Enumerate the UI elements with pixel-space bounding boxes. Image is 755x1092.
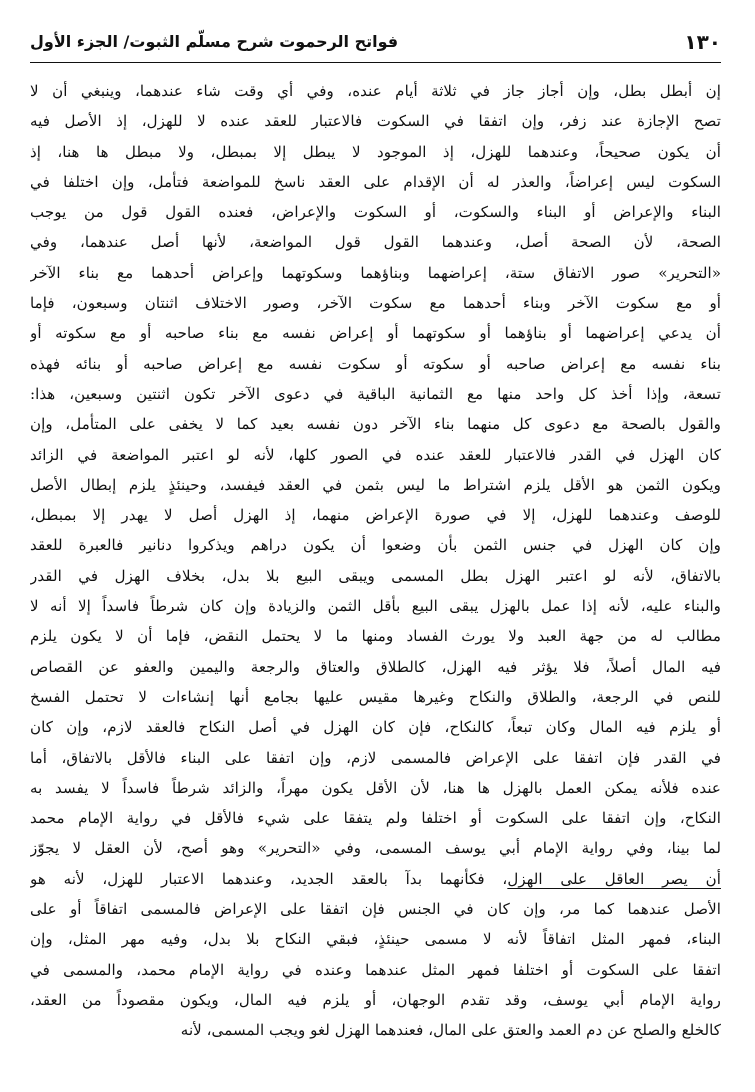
body-text xyxy=(30,76,721,1046)
text-line: البناء والإعراض أو البناء والسكوت، أو السكوت والإعراض، فعنده القول قول من يوجب xyxy=(30,203,721,222)
running-title: فواتح الرحموت شرح مسلّم الثبوت/ الجزء الأول xyxy=(30,32,399,51)
header-divider xyxy=(30,62,721,63)
text-line: مطالب له من جهة العبد ولا يورث الفساد ومنها ما لا يحتمل النقض، فإما أن لا يكون يلزم xyxy=(30,627,721,646)
text-line-with-underline xyxy=(30,864,721,894)
text-line: إن أبطل بطل، وإن أجاز جاز في ثلاثة أيام عنده، وفي أي وقت شاء عندهما، وينبغي أن لا xyxy=(30,82,721,100)
page-number: ١٣٠ xyxy=(684,30,721,54)
running-header xyxy=(30,26,721,62)
text-line: تصح الإجازة عند زفر، وإن اتفقا في السكوت فالاعتبار للعقد عنده لا للهزل، إذ الأصل فيه xyxy=(30,112,721,131)
text-line: أن يكون صحيحاً، وعندهما للهزل، إذ الموجود لا يبطل إلا بمبطل، ولا مبطل ها هنا، إذ xyxy=(30,142,721,161)
text-line: أن يدعي إعراضهما أو بناؤهما أو سكوتهما أو إعراض نفسه مع بناء صاحبه أو مع سكوته أو xyxy=(30,324,721,343)
text-line: للنص في الرجعة، والطلاق والنكاح وغيرها مقيس عليها بجامع أنها إنشاءات لا تحتمل الفسخ xyxy=(30,687,721,706)
text-line: لما بينا، وفي رواية الإمام أبي يوسف المسمى، وفي «التحرير» وهو أصح، لأن العقل لا يجوّز xyxy=(30,839,721,858)
line-remainder: ، فكأنهما بدآ بالعقد الجديد، وعندهما الاعتبار للهزل، لأنه هو xyxy=(30,869,508,888)
text-line: رواية الإمام أبي يوسف، وقد تقدم الوجهان، أو يلزم فيه المال، ويكون مقصوداً من العقد، xyxy=(30,990,721,1009)
text-line: تسعة، وإذا أخذ كل واحد منها مع الثمانية الباقية في دعوى الآخر تكون اثنتين وسبعين، هذا: xyxy=(30,384,721,403)
text-line: أو مع سكوت الآخر وبناء أحدهما مع سكوت الآخر، وصور الاختلاف اثنتان وسبعون، فإما xyxy=(30,294,721,313)
text-line: في القدر فإن اتفقا على الإعراض فالمسمى لازم، وإن اتفقا على البناء فالأقل بالاتفاق، أما xyxy=(30,748,721,767)
text-line: للوصف وعندهما للهزل، إلا في صورة الإعراض منهما، إذ الهزل أصل لا يهدر إلا بمبطل، xyxy=(30,506,721,525)
text-line: والقول بالصحة مع دعوى كل منهما بناء الآخر دون نفسه بعيد كما لا يخفى على المتأمل، وإن xyxy=(30,415,721,434)
text-line: بناء نفسه مع إعراض صاحبه أو سكوته أو سكوت نفسه مع إعراض صاحبه أو بنائه فهذه xyxy=(30,354,721,373)
text-line: بالاتفاق، لأنه لو اعتبر الهزل بطل المسمى ويبقى البيع بلا بدل، بخلاف الهزل في القدر xyxy=(30,566,721,585)
text-line: وإن كان الهزل في جنس الثمن بأن وضعوا أن يكون دراهم ويذكروا دنانير فالعبرة للعقد xyxy=(30,536,721,555)
text-line: السكوت ليس إعراضاً، والعذر له أن الإقدام على العقد ناسخ للمواضعة فتأمل، وإن اختلفا في xyxy=(30,172,721,191)
text-line: عنده فلأنه يمكن العمل بالهزل ها هنا، لأن الأقل يكون مهراً، والزائد شرطاً فاسداً لا يفسد به xyxy=(30,778,721,797)
text-line: اتفقا على السكوت أو اختلفا فمهر المثل عندهما وعنده في رواية الإمام محمد، والمسمى في xyxy=(30,960,721,979)
text-line: كالخلع والصلح عن دم العمد والعتق على المال، فعندهما الهزل لغو ويجب المسمى، لأنه xyxy=(180,1021,721,1040)
text-line: «التحرير» صور الاتفاق ستة، إعراضهما وبناؤهما وسكوتهما وإعراض أحدهما مع بناء الآخر xyxy=(30,263,721,282)
text-line: النكاح، وإن اتفقا على السكوت أو اختلفا ولم يتفقا على شيء فالأقل في رواية الإمام محمد xyxy=(30,809,721,828)
text-line: أو يلزم فيه المال وكان تبعاً، كالنكاح، فإن كان الهزل في أصل النكاح فالعقد لازم، وإن كان xyxy=(30,718,721,737)
text-line: البناء، فمهر المثل اتفاقاً لأنه لا مسمى حينئذٍ، فبقي النكاح بلا بدل، وفيه مهر المثل، وإن xyxy=(30,930,721,949)
text-line: الصحة، لأن الصحة أصل، وعندهما القول قول المواضعة، لأنها أصل عندهما، وفي xyxy=(30,233,721,252)
text-line: ويكون الثمن هو الأقل يلزم اشتراط ما ليس بثمن في العقد فيفسد، وحينئذٍ يلزم إبطال الأصل xyxy=(30,475,721,494)
text-line: والبناء عليه، لأنه إذا عمل بالهزل يبقى البيع بأقل الثمن والزيادة وإن كان شرطاً فاسداً إلا أنه لا xyxy=(30,597,721,616)
text-line: الأصل عندهما كما مر، وإن كان في الجنس فإن اتفقا على الإعراض فالمسمى اتفاقاً أو على xyxy=(30,900,721,919)
text-line: فيه المال أصلاً، فلا يؤثر فيه الهزل، كالطلاق والعتاق والرجعة واليمين والعفو عن القصاص xyxy=(30,657,721,676)
underlined-phrase: أن يصر العاقل على الهزل xyxy=(507,869,721,888)
text-line: كان الهزل في القدر فالاعتبار للعقد عنده في الصور كلها، لأنه لو اعتبر المواضعة في الزائد xyxy=(30,445,721,464)
